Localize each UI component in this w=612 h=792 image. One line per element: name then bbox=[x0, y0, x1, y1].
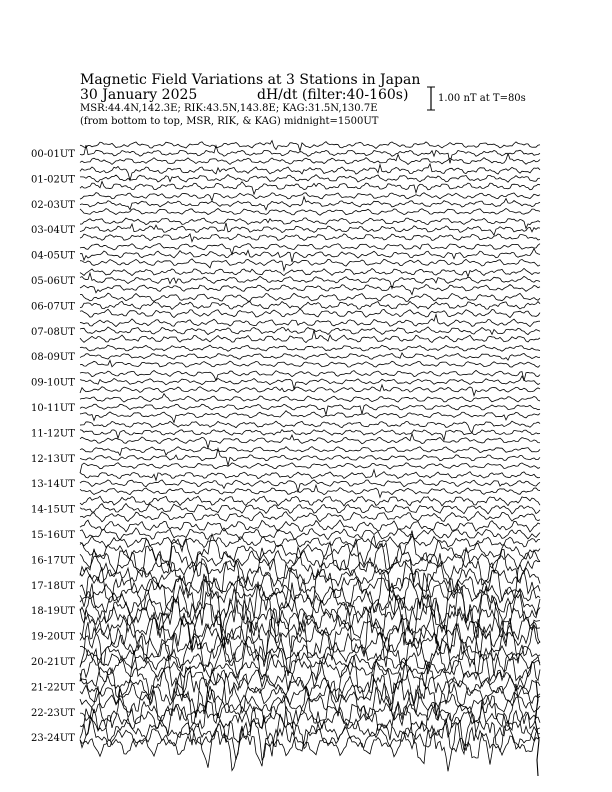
hour-label: 10-11UT bbox=[31, 403, 75, 414]
hour-label: 09-10UT bbox=[31, 377, 75, 389]
trace-line bbox=[80, 547, 540, 586]
hour-label: 01-02UT bbox=[31, 174, 75, 186]
trace-line bbox=[80, 197, 540, 210]
trace-line bbox=[80, 496, 540, 506]
stations-line: MSR:44.4N,142.3E; RIK:43.5N,143.8E; KAG:31.5N,130.7E bbox=[80, 103, 378, 114]
trace-line bbox=[80, 449, 540, 466]
trace-line bbox=[80, 309, 540, 318]
trace-line bbox=[80, 447, 540, 456]
trace-line bbox=[80, 273, 540, 288]
trace-rows bbox=[31, 141, 540, 776]
trace-line bbox=[80, 268, 540, 276]
trace-line bbox=[80, 411, 540, 423]
trace-line bbox=[80, 249, 540, 262]
hour-label: 23-24UT bbox=[31, 733, 75, 745]
trace-line bbox=[80, 244, 540, 255]
hour-label: 07-08UT bbox=[31, 326, 75, 338]
hour-label: 19-20UT bbox=[31, 631, 75, 643]
trace-line bbox=[80, 353, 540, 360]
trace-line bbox=[80, 301, 540, 309]
trace-line bbox=[80, 234, 540, 242]
hour-label: 14-15UT bbox=[31, 504, 75, 516]
trace-line bbox=[80, 175, 540, 183]
trace-line bbox=[80, 639, 540, 679]
trace-line bbox=[80, 394, 540, 402]
trace-line bbox=[80, 208, 540, 215]
hour-label: 21-22UT bbox=[31, 682, 75, 694]
trace-line bbox=[80, 511, 540, 521]
trace-line bbox=[80, 164, 540, 180]
hour-label: 22-23UT bbox=[31, 707, 75, 719]
hour-label: 06-07UT bbox=[31, 301, 75, 313]
trace-line bbox=[80, 404, 540, 415]
trace-line bbox=[80, 284, 540, 294]
trace-line bbox=[80, 141, 540, 151]
trace-line bbox=[80, 345, 540, 351]
hour-label: 17-18UT bbox=[31, 580, 75, 592]
hour-label: 11-12UT bbox=[31, 428, 75, 440]
trace-line bbox=[80, 181, 540, 194]
chart-date: 30 January 2025 bbox=[80, 87, 198, 103]
hour-label: 00-01UT bbox=[31, 149, 75, 160]
trace-line bbox=[80, 649, 540, 691]
hour-label: 18-19UT bbox=[31, 606, 75, 618]
chart-title: Magnetic Field Variations at 3 Stations in Japan bbox=[80, 72, 421, 88]
hour-label: 16-17UT bbox=[31, 555, 75, 567]
hour-label: 13-14UT bbox=[31, 479, 75, 491]
trace-line bbox=[80, 601, 540, 659]
hour-label: 15-16UT bbox=[31, 530, 75, 541]
hour-label: 12-13UT bbox=[31, 453, 75, 465]
scale-bar-label: 1.00 nT at T=80s bbox=[438, 93, 526, 104]
hour-label: 05-06UT bbox=[31, 276, 75, 287]
trace-line bbox=[80, 660, 540, 714]
trace-line bbox=[80, 463, 540, 473]
hour-label: 20-21UT bbox=[31, 657, 75, 668]
trace-line bbox=[80, 223, 540, 235]
trace-line bbox=[80, 193, 540, 201]
hour-label: 08-09UT bbox=[31, 352, 75, 364]
hour-label: 02-03UT bbox=[31, 199, 75, 211]
trace-line bbox=[80, 650, 540, 705]
trace-line bbox=[80, 293, 540, 301]
trace-line bbox=[80, 421, 540, 433]
trace-line bbox=[80, 360, 540, 367]
hour-label: 04-05UT bbox=[31, 250, 75, 262]
filter-label: dH/dt (filter:40-160s) bbox=[257, 87, 409, 103]
station-order-note: (from bottom to top, MSR, RIK, & KAG) midnight=1500UT bbox=[80, 116, 379, 127]
trace-line bbox=[80, 434, 540, 448]
trace-line bbox=[80, 385, 540, 396]
hour-label: 03-04UT bbox=[31, 225, 75, 237]
trace-line bbox=[80, 327, 540, 335]
trace-line bbox=[80, 259, 540, 271]
trace-line bbox=[80, 470, 540, 480]
trace-line bbox=[80, 485, 540, 497]
